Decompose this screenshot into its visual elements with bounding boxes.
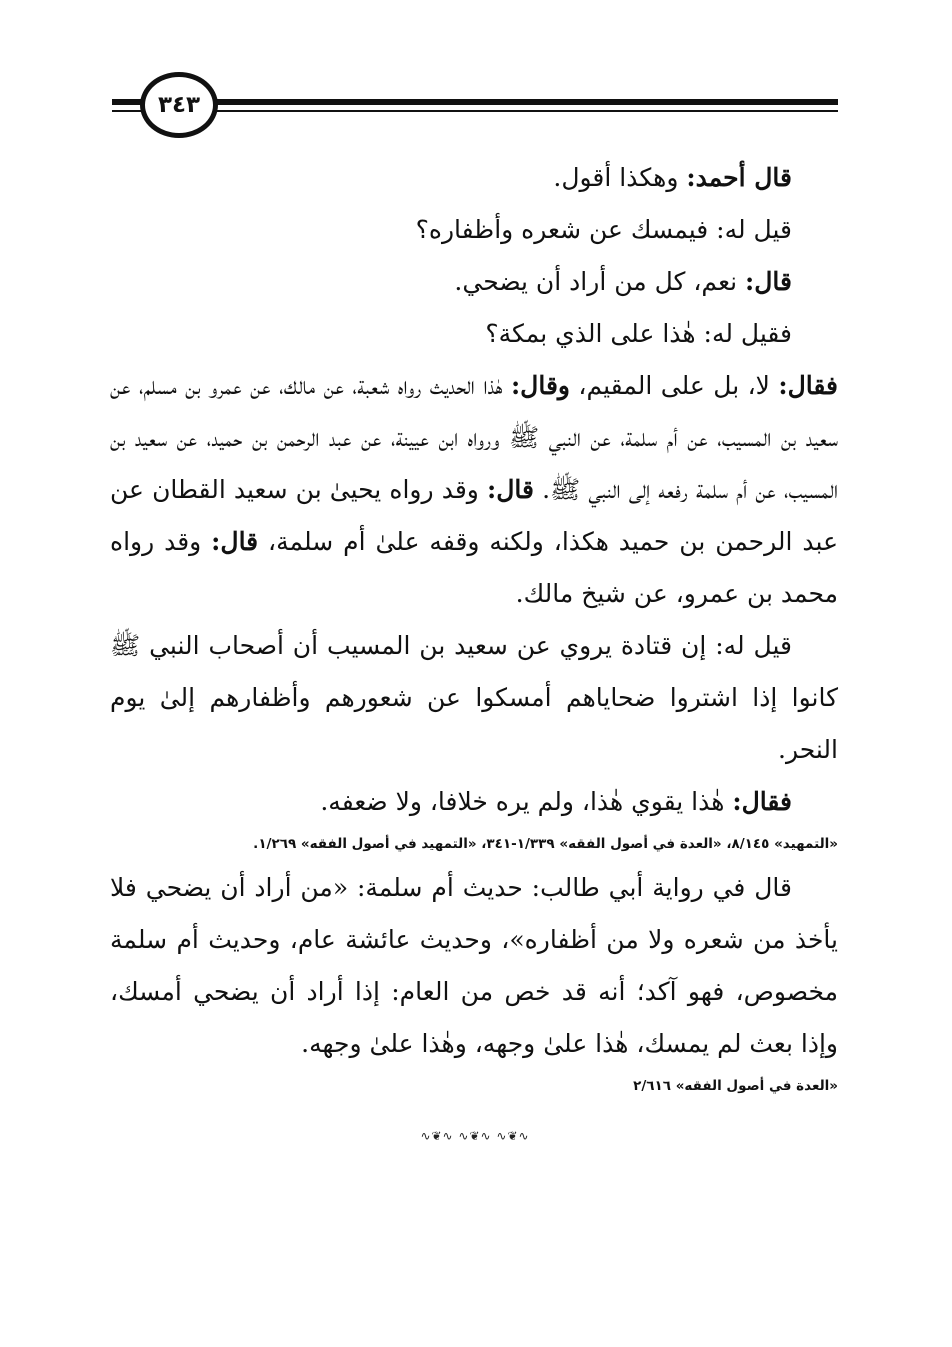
paragraph [110,776,838,828]
header-rule-thick [112,99,838,105]
paragraph-text: قيل له: إن قتادة يروي عن سعيد بن المسيب أن أصحاب النبي ﷺ كانوا إذا اشتروا ضحاياهم أمسكوا عن شعورهم وأظفارهم إلىٰ يوم النحر. [110,631,838,764]
speaker-label: وقال: [510,371,570,400]
paragraph-text: نعم، كل من أراد أن يضحي. [454,267,746,296]
speaker-label: قال أحمد: [686,163,792,192]
paragraph-text: هٰذا الحديث رواه شعبة، عن مالك، عن عمرو بن مسلم، عن سعيد بن المسيب، عن أم سلمة، عن النبي ﷺ ورواه ابن عيينة، عن عبد الرحمن بن حميد، عن سعيد بن المسيب، عن أم سلمة رفعه إلى النبي ﷺ. [110,371,839,504]
paragraph-text: وهكذا أقول. [553,163,687,192]
paragraph-text: وقد رواه يحيىٰ بن سعيد القطان عن عبد الرحمن بن حميد هكذا، ولكنه وقفه علىٰ أم سلمة، [110,475,838,556]
speaker-label: فقال: [778,371,838,400]
speaker-label: قال: [745,267,792,296]
paragraph-text: فقيل له: هٰذا على الذي بمكة؟ [485,319,792,348]
source-reference: «العدة في أصول الفقه» ٢/٦١٦ [633,1078,838,1094]
speaker-label: فقال: [732,787,792,816]
header-rule-thin [112,110,838,112]
paragraph [110,308,838,360]
paragraph-text: لا، بل على المقيم، [569,371,779,400]
paragraph-text: وقد رواه محمد بن عمرو، عن شيخ مالك. [110,527,838,608]
page-header [0,0,952,140]
paragraph [110,204,838,256]
paragraph [110,360,838,620]
paragraph: قال في رواية أبي طالب: حديث أم سلمة: «من أراد أن يضحي فلا يأخذ من شعره ولا من أظفاره»، وحديث عائشة عام، وحديث أم سلمة مخصوص، فهو آكد؛ أنه قد خص من العام: إذا أراد أن يضحي أمسك، وإذا بعث لم يمسك، هٰذا علىٰ وجهه، وهٰذا علىٰ وجهه. [110,873,838,1058]
speaker-label: قال: [211,527,259,556]
paragraph [110,152,838,204]
paragraph-text: قيل له: فيمسك عن شعره وأظفاره؟ [415,215,792,244]
page-number: ٣٤٣ [140,72,218,138]
source-reference: «التمهيد» ٨/١٤٥، «العدة في أصول الفقه» ١/٣٣٩-٣٤١، «التمهيد في أصول الفقه» ١/٢٦٩. [253,836,838,852]
paragraph [110,620,838,776]
speaker-label: قال: [486,475,534,504]
page-body [110,152,838,1104]
paragraph [110,256,838,308]
section-divider-ornament: ∿❦∿ ∿❦∿ ∿❦∿ [420,1129,530,1143]
paragraph-text: هٰذا يقوي هٰذا، ولم يره خلافا، ولا ضعفه. [320,787,733,816]
